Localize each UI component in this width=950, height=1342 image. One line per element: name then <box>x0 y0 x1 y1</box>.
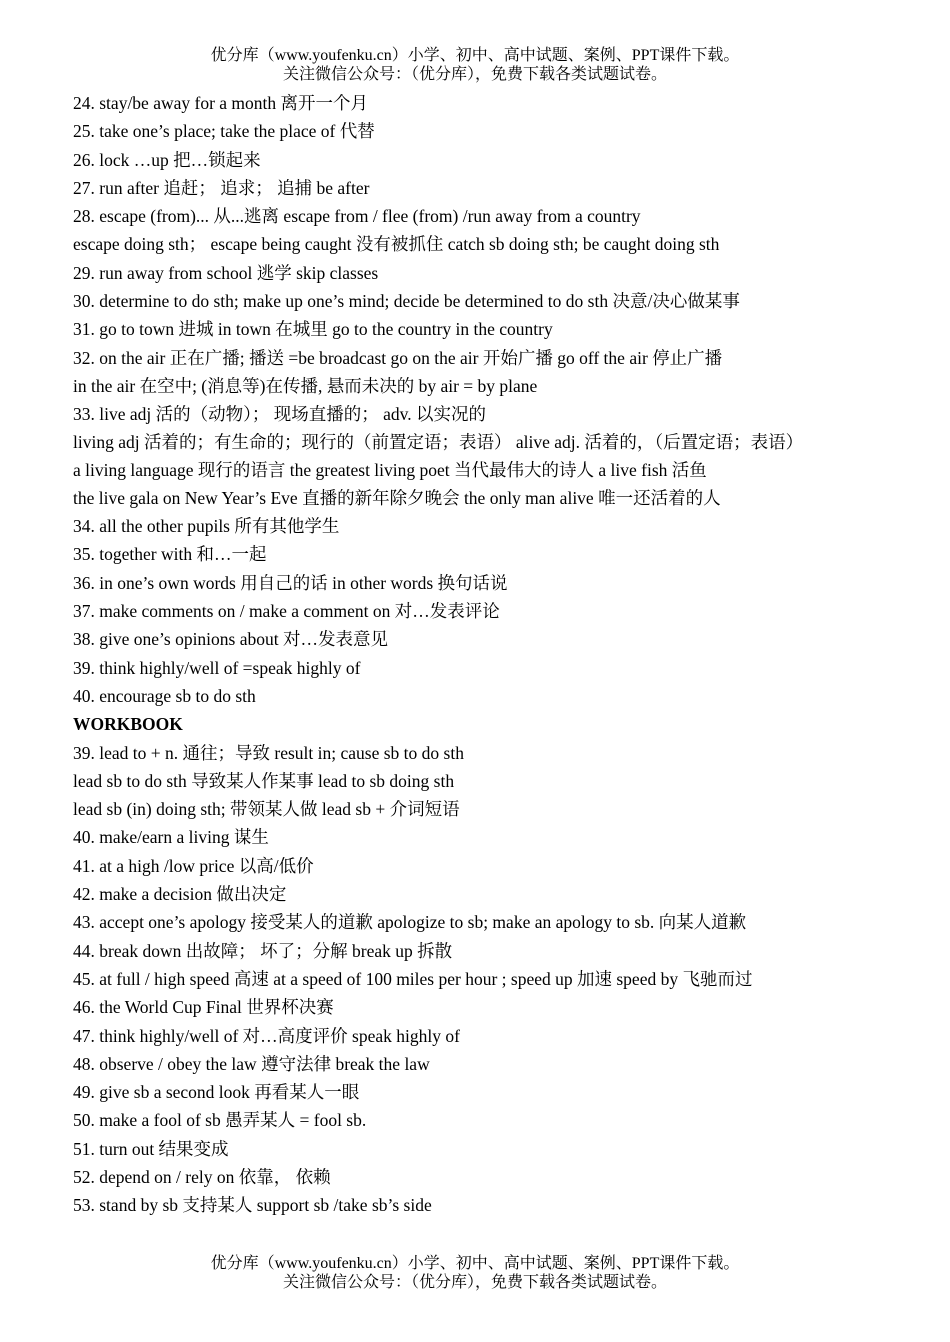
page-header <box>0 46 950 84</box>
list-item: 52. depend on / rely on 依靠， 依赖 <box>73 1166 331 1187</box>
footer-line-1: 优分库（www.youfenku.cn）小学、初中、高中试题、案例、PPT课件下载。 <box>210 1255 740 1272</box>
list-item: 25. take one’s place; take the place of 代替 <box>73 121 375 142</box>
list-item: 37. make comments on / make a comment on 对…发表评论 <box>73 601 500 622</box>
list-item: 43. accept one’s apology 接受某人的道歉 apologize to sb; make an apology to sb. 向某人道歉 <box>73 912 747 933</box>
list-item: 41. at a high /low price 以高/低价 <box>73 855 314 876</box>
list-item: 27. run after 追赶； 追求； 追捕 be after <box>73 177 370 198</box>
page-footer <box>0 1254 950 1292</box>
list-item: 30. determine to do sth; make up one’s mind; decide be determined to do sth 决意/决心做某事 <box>73 291 740 312</box>
list-item: 36. in one’s own words 用自己的话 in other words 换句话说 <box>73 572 508 593</box>
list-item: lead sb to do sth 导致某人作某事 lead to sb doing sth <box>73 770 455 791</box>
list-item: 24. stay/be away for a month 离开一个月 <box>73 93 369 113</box>
list-item: 38. give one’s opinions about 对…发表意见 <box>73 629 388 650</box>
list-item: lead sb (in) doing sth; 带领某人做 lead sb + 介词短语 <box>73 799 460 820</box>
list-item: 45. at full / high speed 高速 at a speed of 100 miles per hour ; speed up 加速 speed by 飞驰而过 <box>73 968 753 989</box>
list-item: 39. think highly/well of =speak highly of <box>73 657 361 678</box>
list-item: 49. give sb a second look 再看某人一眼 <box>73 1082 360 1103</box>
list-item: 40. make/earn a living 谋生 <box>73 827 269 848</box>
list-item: 53. stand by sb 支持某人 support sb /take sb’s side <box>73 1195 432 1216</box>
list-item: a living language 现行的语言 the greatest living poet 当代最伟大的诗人 a live fish 活鱼 <box>73 459 707 480</box>
list-item: the live gala on New Year’s Eve 直播的新年除夕晚会 the only man alive 唯一还活着的人 <box>73 487 721 508</box>
list-item: 33. live adj 活的（动物）； 现场直播的； adv. 以实况的 <box>73 404 487 425</box>
section-heading-workbook: WORKBOOK <box>73 714 183 735</box>
list-item: 44. break down 出故障； 坏了；分解 break up 拆散 <box>73 940 453 961</box>
list-item: 46. the World Cup Final 世界杯决赛 <box>73 997 334 1018</box>
list-item: 34. all the other pupils 所有其他学生 <box>73 516 340 537</box>
list-item: living adj 活着的；有生命的；现行的（前置定语；表语） alive adj. 活着的，（后置定语；表语） <box>73 431 804 452</box>
list-item: 35. together with 和…一起 <box>73 544 267 565</box>
header-line-2: 关注微信公众号：（优分库），免费下载各类试题试卷。 <box>282 66 667 83</box>
list-item: 31. go to town 进城 in town 在城里 go to the country in the country <box>73 319 553 340</box>
list-item: in the air 在空中; (消息等)在传播, 悬而未决的 by air = by plane <box>73 375 538 396</box>
list-item: escape doing sth； escape being caught 没有被抓住 catch sb doing sth; be caught doing sth <box>73 234 720 255</box>
list-item: 50. make a fool of sb 愚弄某人 = fool sb. <box>73 1110 367 1131</box>
footer-line-2: 关注微信公众号：（优分库），免费下载各类试题试卷。 <box>282 1274 667 1291</box>
vocabulary-list <box>73 89 883 1220</box>
list-item: 48. observe / obey the law 遵守法律 break the law <box>73 1053 430 1074</box>
list-item: 28. escape (from)... 从...逃离 escape from / flee (from) /run away from a country <box>73 206 641 227</box>
list-item: 42. make a decision 做出决定 <box>73 884 287 905</box>
header-line-1: 优分库（www.youfenku.cn）小学、初中、高中试题、案例、PPT课件下载。 <box>210 47 740 64</box>
list-item: 51. turn out 结果变成 <box>73 1138 229 1159</box>
list-item: 32. on the air 正在广播; 播送 =be broadcast go on the air 开始广播 go off the air 停止广播 <box>73 347 723 368</box>
list-item: 29. run away from school 逃学 skip classes <box>73 262 379 283</box>
list-item: 40. encourage sb to do sth <box>73 685 256 706</box>
list-item: 39. lead to + n. 通往；导致 result in; cause sb to do sth <box>73 742 464 763</box>
list-item: 26. lock …up 把…锁起来 <box>73 149 261 170</box>
list-item: 47. think highly/well of 对…高度评价 speak highly of <box>73 1025 460 1046</box>
